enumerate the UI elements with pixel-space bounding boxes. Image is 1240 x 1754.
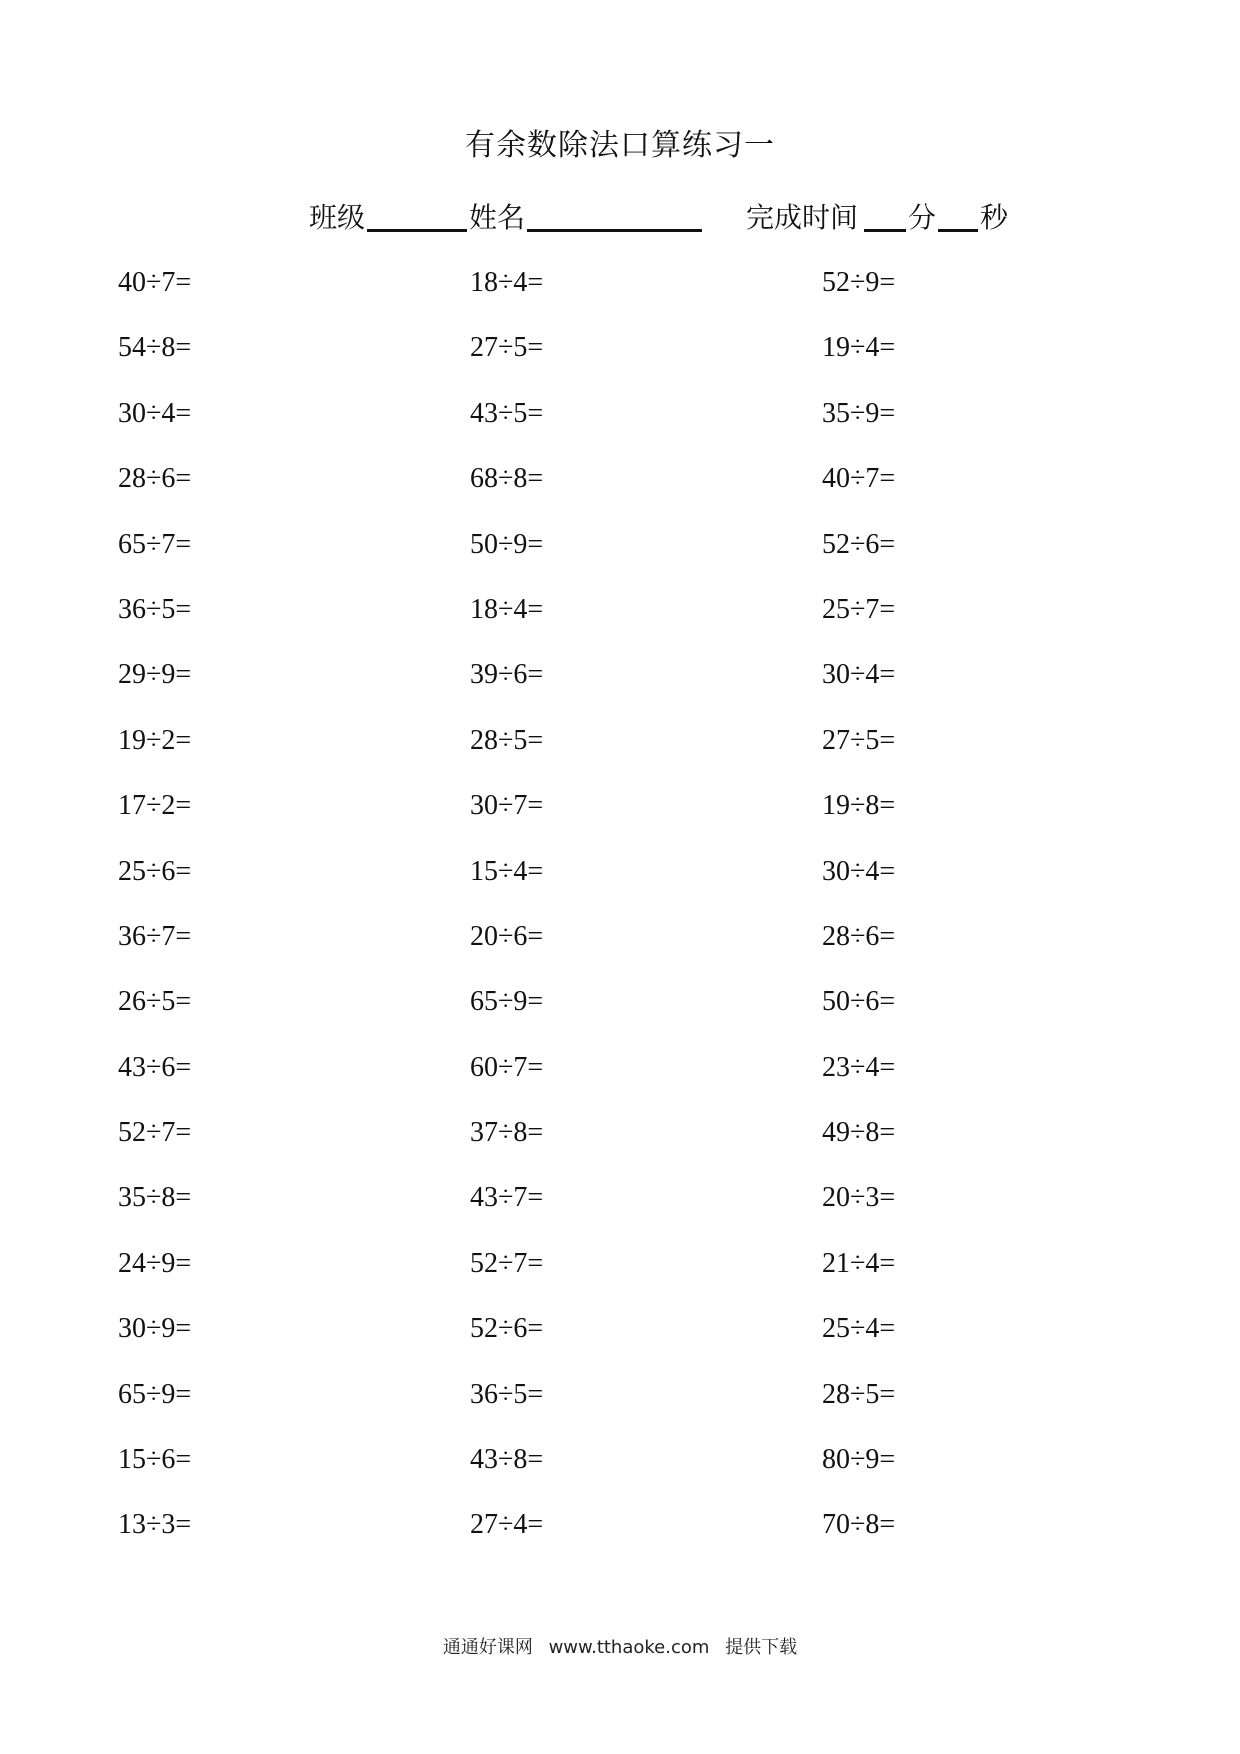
division-problem: 30÷4= (118, 397, 192, 429)
division-problem: 13÷3= (118, 1509, 192, 1541)
division-problem: 35÷9= (822, 397, 896, 429)
class-label: 班级 (309, 201, 366, 234)
problem-grid (0, 265, 1240, 1573)
division-problem: 29÷9= (118, 659, 192, 691)
division-problem: 52÷6= (822, 528, 896, 560)
division-problem: 19÷8= (822, 790, 896, 822)
division-problem: 52÷7= (118, 1117, 192, 1149)
division-problem: 18÷4= (470, 267, 544, 298)
problem-row (0, 657, 1240, 722)
division-problem: 52÷9= (822, 267, 896, 298)
problem-row (0, 396, 1240, 461)
division-problem: 26÷5= (118, 986, 192, 1018)
problem-row (0, 1507, 1240, 1572)
division-problem: 43÷7= (470, 1182, 544, 1214)
division-problem: 25÷7= (822, 593, 896, 625)
division-problem: 50÷9= (470, 528, 544, 560)
division-problem: 52÷7= (470, 1247, 544, 1279)
division-problem: 28÷5= (822, 1378, 896, 1410)
division-problem: 27÷4= (470, 1509, 544, 1541)
problem-row (0, 1377, 1240, 1442)
division-problem: 49÷8= (822, 1117, 896, 1149)
problem-row (0, 1311, 1240, 1376)
division-problem: 23÷4= (822, 1051, 896, 1083)
division-problem: 40÷7= (822, 463, 896, 495)
problem-row (0, 527, 1240, 592)
problem-row (0, 265, 1240, 330)
division-problem: 36÷5= (470, 1378, 544, 1410)
division-problem: 50÷6= (822, 986, 896, 1018)
division-problem: 30÷7= (470, 790, 544, 822)
footer (0, 1636, 1240, 1660)
division-problem: 30÷4= (822, 659, 896, 691)
division-problem: 15÷4= (470, 855, 544, 887)
problem-row (0, 1246, 1240, 1311)
division-problem: 68÷8= (470, 463, 544, 495)
division-problem: 60÷7= (470, 1051, 544, 1083)
division-problem: 25÷6= (118, 855, 192, 887)
division-problem: 40÷7= (118, 267, 192, 298)
division-problem: 15÷6= (118, 1444, 192, 1476)
division-problem: 20÷3= (822, 1182, 896, 1214)
problem-row (0, 1050, 1240, 1115)
division-problem: 30÷4= (822, 855, 896, 887)
problem-row (0, 330, 1240, 395)
minute-blank (864, 229, 906, 232)
division-problem: 37÷8= (470, 1117, 544, 1149)
problem-row (0, 984, 1240, 1049)
division-problem: 28÷6= (822, 920, 896, 952)
problem-row (0, 461, 1240, 526)
problem-row (0, 788, 1240, 853)
class-blank (367, 229, 467, 232)
student-info-line (0, 196, 1240, 240)
division-problem: 65÷9= (470, 986, 544, 1018)
division-problem: 39÷6= (470, 659, 544, 691)
footer-suffix: 提供下载 (725, 1637, 798, 1658)
second-blank (938, 229, 978, 232)
time-label: 完成时间 (746, 201, 859, 234)
problem-row (0, 1442, 1240, 1507)
division-problem: 19÷2= (118, 724, 192, 756)
division-problem: 54÷8= (118, 332, 192, 364)
division-problem: 20÷6= (470, 920, 544, 952)
problem-row (0, 1180, 1240, 1245)
division-problem: 70÷8= (822, 1509, 896, 1541)
division-problem: 36÷5= (118, 593, 192, 625)
minute-label: 分 (908, 201, 937, 234)
division-problem: 65÷7= (118, 528, 192, 560)
division-problem: 30÷9= (118, 1313, 192, 1345)
division-problem: 25÷4= (822, 1313, 896, 1345)
division-problem: 43÷6= (118, 1051, 192, 1083)
name-label: 姓名 (469, 201, 526, 234)
division-problem: 65÷9= (118, 1378, 192, 1410)
problem-row (0, 919, 1240, 984)
footer-url: www.tthaoke.com (548, 1637, 710, 1658)
division-problem: 21÷4= (822, 1247, 896, 1279)
name-blank (527, 229, 702, 232)
division-problem: 80÷9= (822, 1444, 896, 1476)
second-label: 秒 (980, 201, 1009, 234)
problem-row (0, 592, 1240, 657)
division-problem: 27÷5= (822, 724, 896, 756)
division-problem: 27÷5= (470, 332, 544, 364)
division-problem: 43÷8= (470, 1444, 544, 1476)
division-problem: 52÷6= (470, 1313, 544, 1345)
division-problem: 43÷5= (470, 397, 544, 429)
division-problem: 24÷9= (118, 1247, 192, 1279)
page-title: 有余数除法口算练习一 (465, 128, 775, 163)
division-problem: 36÷7= (118, 920, 192, 952)
problem-row (0, 723, 1240, 788)
division-problem: 35÷8= (118, 1182, 192, 1214)
division-problem: 18÷4= (470, 593, 544, 625)
footer-site-name: 通通好课网 (442, 1637, 533, 1658)
division-problem: 17÷2= (118, 790, 192, 822)
division-problem: 28÷5= (470, 724, 544, 756)
division-problem: 28÷6= (118, 463, 192, 495)
problem-row (0, 1115, 1240, 1180)
division-problem: 19÷4= (822, 332, 896, 364)
problem-row (0, 854, 1240, 919)
